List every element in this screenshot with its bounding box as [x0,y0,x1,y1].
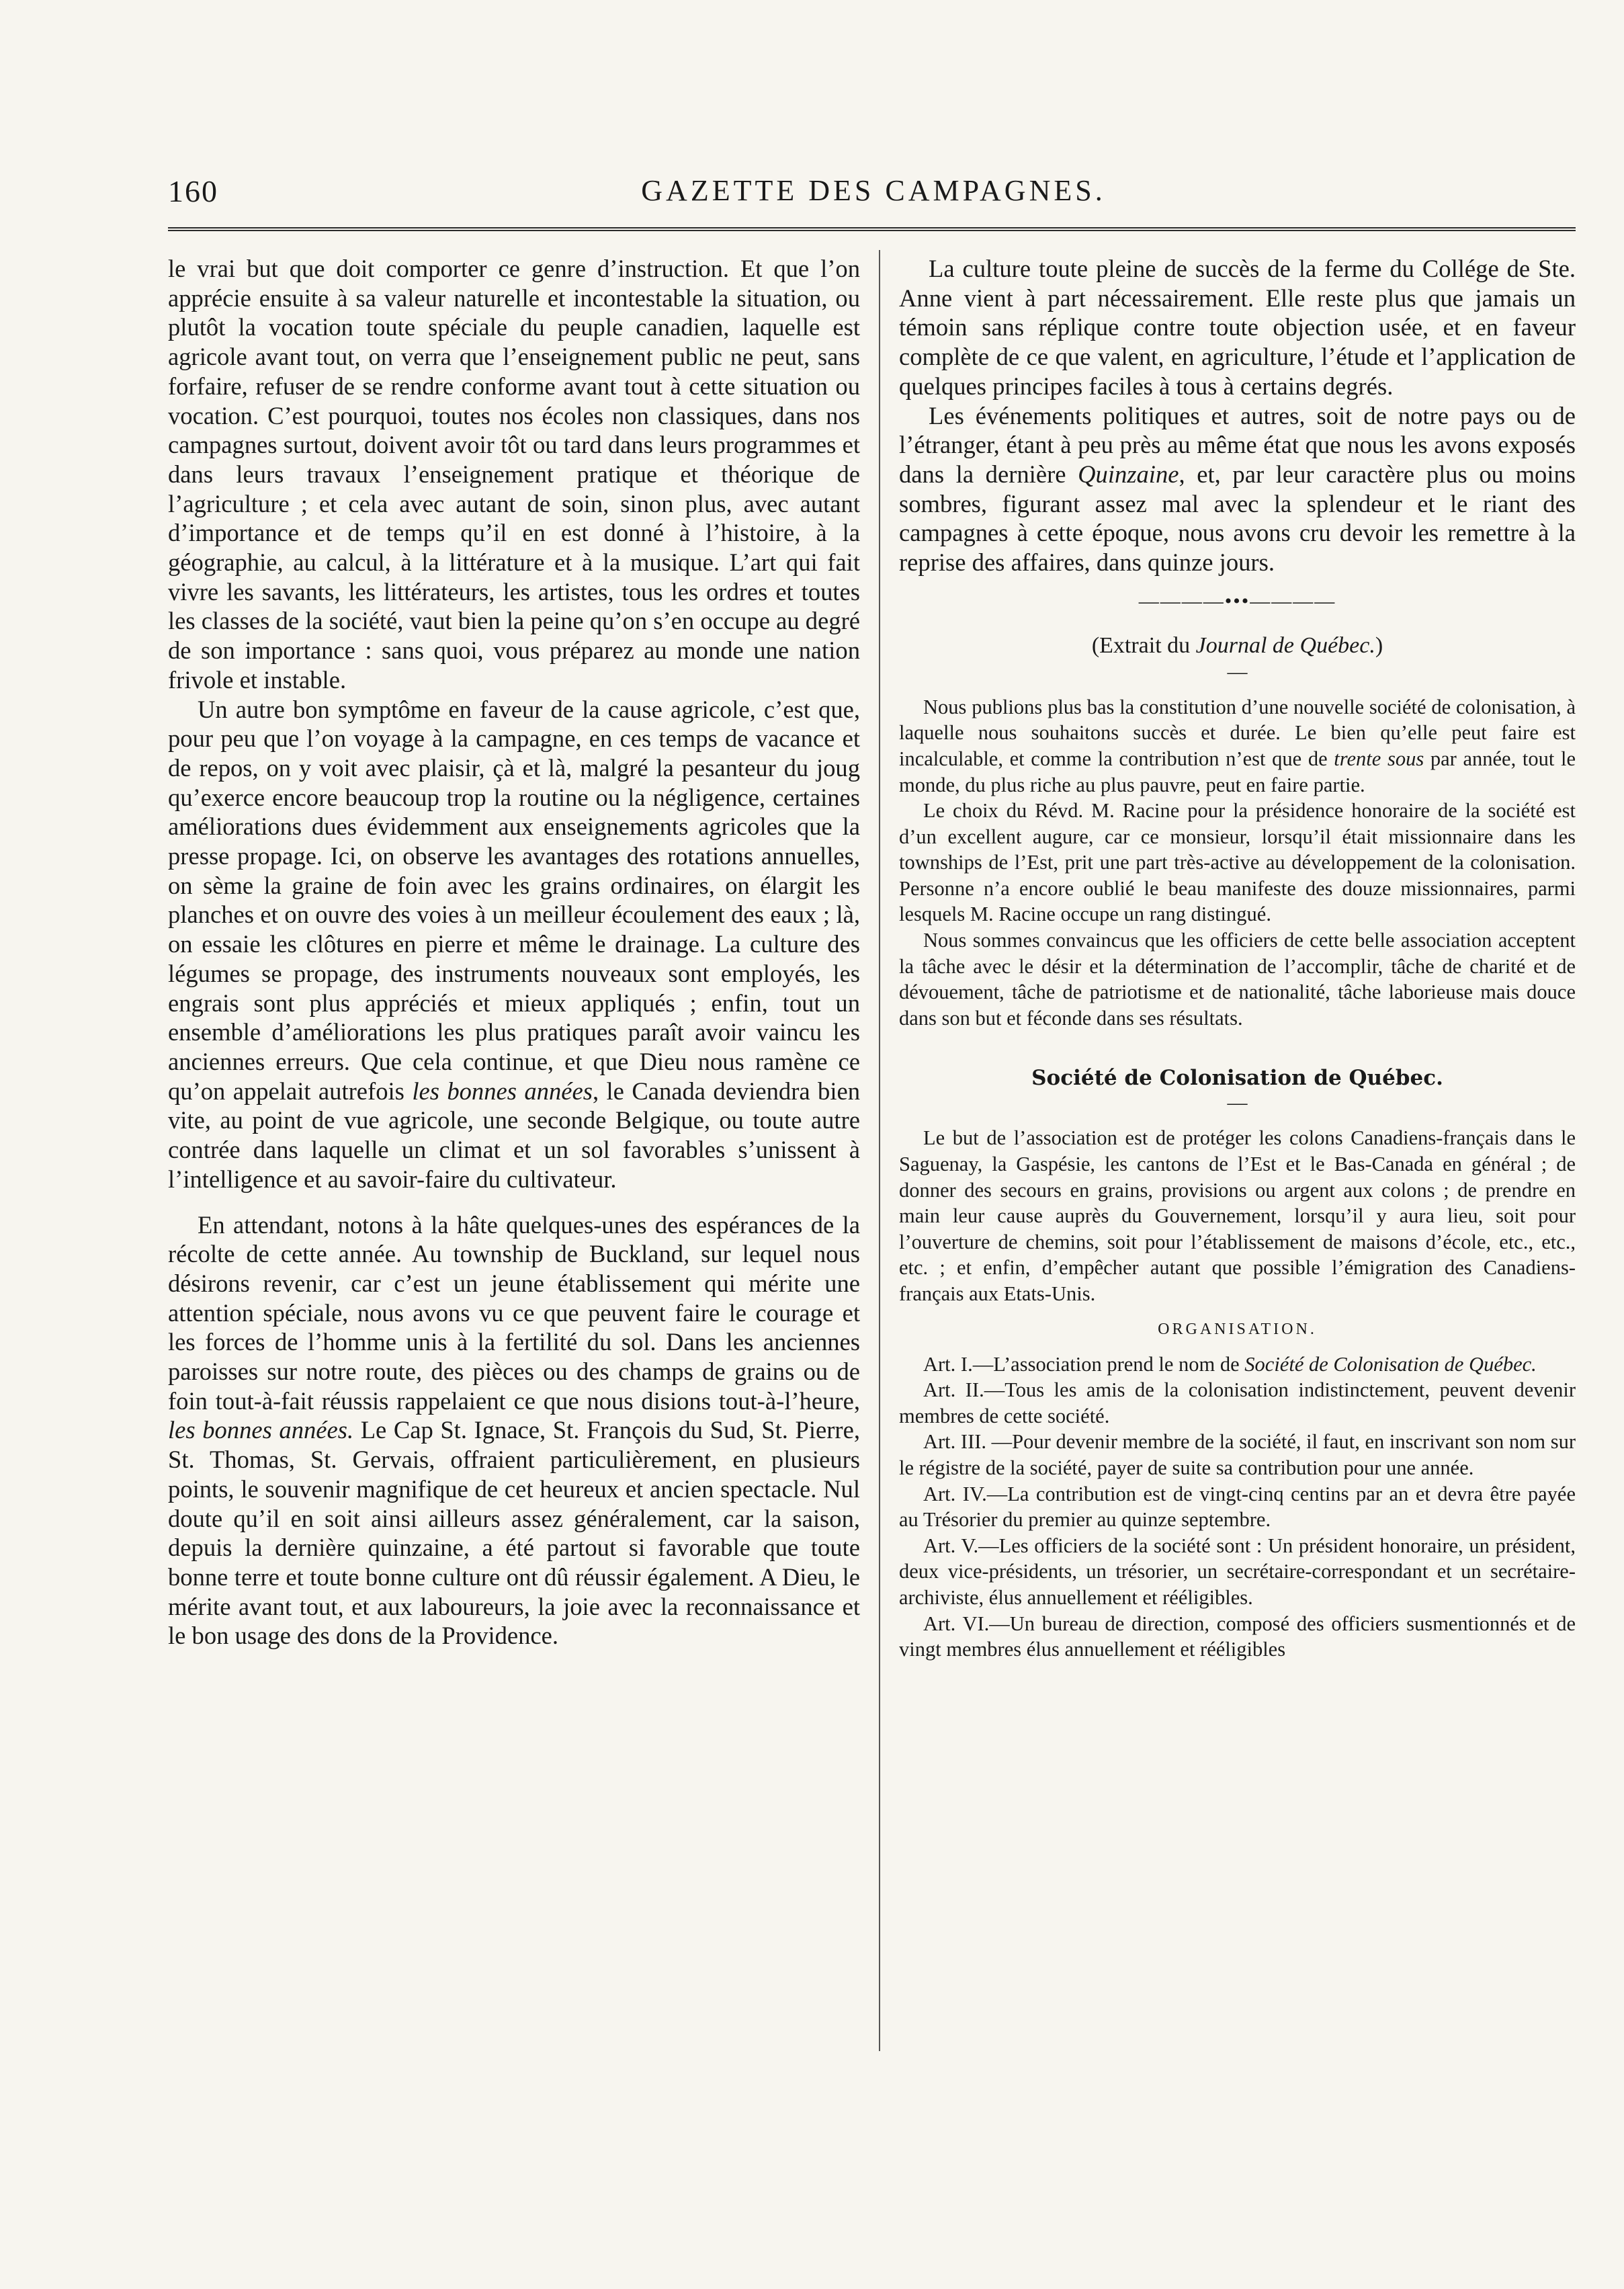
organisation-heading: ORGANISATION. [1158,1320,1317,1338]
short-rule: — [1227,1091,1248,1114]
italic-phrase: les bonnes années [412,1077,593,1105]
page-number: 160 [168,174,218,208]
article-3: Art. III. —Pour devenir membre de la société, il faut, en inscrivant son nom sur le régistre de la société, payer de suite sa contribution pour une année. [899,1430,1576,1479]
left-column [168,254,860,2250]
italic-phrase: Quinzaine [1078,460,1179,488]
short-rule: — [1227,660,1248,683]
right-column [899,254,1576,2250]
left-paragraph-1: le vrai but que doit comporter ce genre d’instruction. Et que l’on apprécie ensuite à sa valeur naturelle et incontestable la situation, ou plutôt la vocation toute spéciale du peuple canadien, laquelle est agricole avant tout, on verra que l’enseignement public ne peut, sans forfaire, refuser de se rendre conforme avant tout à cette situation ou vocation. C’est pourquoi, toutes nos écoles non classiques, dans nos campagnes surtout, doivent avoir tôt ou tard dans leurs programmes et dans leurs travaux l’enseignement pratique et théorique de l’agriculture ; et cela avec autant de soin, sinon plus, avec autant d’importance et de temps qu’il en est donné à l’histoire, à la géographie, au calcul, à la littérature et à la musique. L’art qui fait vivre les savants, les littérateurs, les artistes, tous les ordres et toutes les classes de la société, vaut bien la peine qu’on s’en occupe au degré de son importance : sans quoi, vous préparez au monde une nation frivole et instable. [168,255,860,694]
italic-phrase: trente sous [1334,747,1424,770]
left-paragraph-3: En attendant, notons à la hâte quelques-unes des espérances de la récolte de cette année. Au township de Buckland, sur lequel nous désirons revenir, car c’est un jeune établissement qui mérite une attention spéciale, nous avons vu ce que peuvent faire le courage et les forces de l’homme unis à la fertilité du sol. Dans les anciennes paroisses sur notre route, des pièces ou des champs de grains ou de foin tout-à-fait réussis rappelaient ce que nous disions tout-à-l’heure, les bonnes années. Le Cap St. Ignace, St. François du Sud, St. Pierre, St. Thomas, St. Gervais, offraient particulièrement, en plusieurs points, le souvenir magnifique de cet heureux et ancien spectacle. Nul doute qu’il en soit ainsi ailleurs assez généralement, car la saison, depuis la dernière quinzaine, a été partout si favorable que toute bonne terre et toute bonne culture ont dû réussir également. A Dieu, le mérite avant tout, et aux laboureurs, la joie avec la reconnaissance et le bon usage des dons de la Providence. [168,1210,860,1650]
article-2: Art. II.—Tous les amis de la colonisation indistinctement, peuvent devenir membres de cette société. [899,1378,1576,1427]
right-paragraph-1: La culture toute pleine de succès de la ferme du Collége de Ste. Anne vient à part nécessairement. Elle reste plus que jamais un témoin sans réplique contre toute objection usée, et en faveur complète de ce que valent, en agriculture, l’étude et l’application de quelques principes faciles à tous à certains degrés. [899,255,1576,400]
page-header [168,173,1579,220]
source-credit: (Extrait du Journal de Québec.) [1091,632,1383,658]
header-rule [168,227,1576,231]
italic-phrase: les bonnes années. [168,1416,354,1444]
right-small-paragraph-3: Nous sommes convaincus que les officiers de cette belle association acceptent la tâche avec le désir et la détermination de l’accomplir, tâche de charité et de dévouement, tâche de patriotisme et de nationalité, tâche laborieuse mais douce dans son but et féconde dans ses résultats. [899,929,1576,1030]
section-title: Société de Colonisation de Québec. [1031,1066,1443,1091]
right-small-paragraph-4: Le but de l’association est de protéger les colons Canadiens-français dans le Saguenay, la Gaspésie, les cantons de l’Est et le Bas-Canada en général ; de donner des secours en grains, provisions ou argent aux colons ; de prendre en main leur cause auprès du Gouvernement, lorsqu’il y aura lieu, soit pour l’ouverture de chemins, soit pour l’établissement de maisons d’école, etc., etc., etc. ; et enfin, d’empêcher autant que possible l’émigration des Canadiens-français aux Etats-Unis. [899,1126,1576,1306]
column-divider [879,250,880,2051]
left-paragraph-2: Un autre bon symptôme en faveur de la cause agricole, c’est que, pour peu que l’on voyage à la campagne, en ces temps de vacance et de repos, on y voit avec plaisir, çà et là, malgré la pesanteur du joug qu’exerce encore beaucoup trop la routine ou la négligence, certaines améliorations dues évidemment aux enseignements agricoles que la presse propage. Ici, on observe les avantages des rotations annuelles, on sème la graine de foin avec les grains ordinaires, on élargit les planches et on ouvre des voies à un meilleur écoulement des eaux ; là, on essaie les clôtures en pierre et même le drainage. La culture des légumes se propage, des instruments nouveaux sont employés, les engrais sont plus appréciés et mieux appliqués ; enfin, tout un ensemble d’améliorations les plus pratiques paraît avoir vaincu les anciennes erreurs. Que cela continue, et que Dieu nous ramène ce qu’on appelait autrefois les bonnes années, le Canada deviendra bien vite, au point de vue agricole, une seconde Belgique, ou toute autre contrée dans laquelle un climat et un sol favorables s’unissent à l’intelligence et au savoir-faire du cultivateur. [168,695,860,1193]
right-paragraph-2: Les événements politiques et autres, soit de notre pays ou de l’étranger, étant à peu près au même état que nous les avons exposés dans la dernière Quinzaine, et, par leur caractère plus ou moins sombres, figurant assez mal avec la splendeur et le riant des campagnes à cette époque, nous avons cru devoir les remettre à la reprise des affaires, dans quinze jours. [899,401,1576,577]
running-title: GAZETTE DES CAMPAGNES. [641,174,1106,207]
article-4: Art. IV.—La contribution est de vingt-cinq centins par an et devra être payée au Trésorier du premier au quinze septembre. [899,1482,1576,1532]
section-separator: ————•••———— [1138,589,1336,612]
article-1: Art. I.—L’association prend le nom de Société de Colonisation de Québec. [923,1352,1537,1376]
right-small-paragraph-2: Le choix du Révd. M. Racine pour la présidence honoraire de la société est d’un excellent augure, car ce monsieur, lorsqu’il était missionnaire dans les townships de l’Est, prit une part très-active au développement de la colonisation. Personne n’a encore oublié le beau manifeste des douze missionnaires, parmi lesquels M. Racine occupe un rang distingué. [899,799,1576,926]
right-small-paragraph-1: Nous publions plus bas la constitution d’une nouvelle société de colonisation, à laquelle nous souhaitons succès et durée. Le bien qu’elle peut faire est incalculable, et comme la contribution n’est que de trente sous par année, tout le monde, du plus riche au plus pauvre, peut en faire partie. [899,695,1576,796]
article-6: Art. VI.—Un bureau de direction, composé des officiers susmentionnés et de vingt membres élus annuellement et rééligibles [899,1612,1576,1661]
article-5: Art. V.—Les officiers de la société sont : Un président honoraire, un président, deux vice-présidents, un trésorier, un secrétaire-correspondant et un secrétaire-archiviste, élus annuellement et rééligibles. [899,1534,1576,1609]
